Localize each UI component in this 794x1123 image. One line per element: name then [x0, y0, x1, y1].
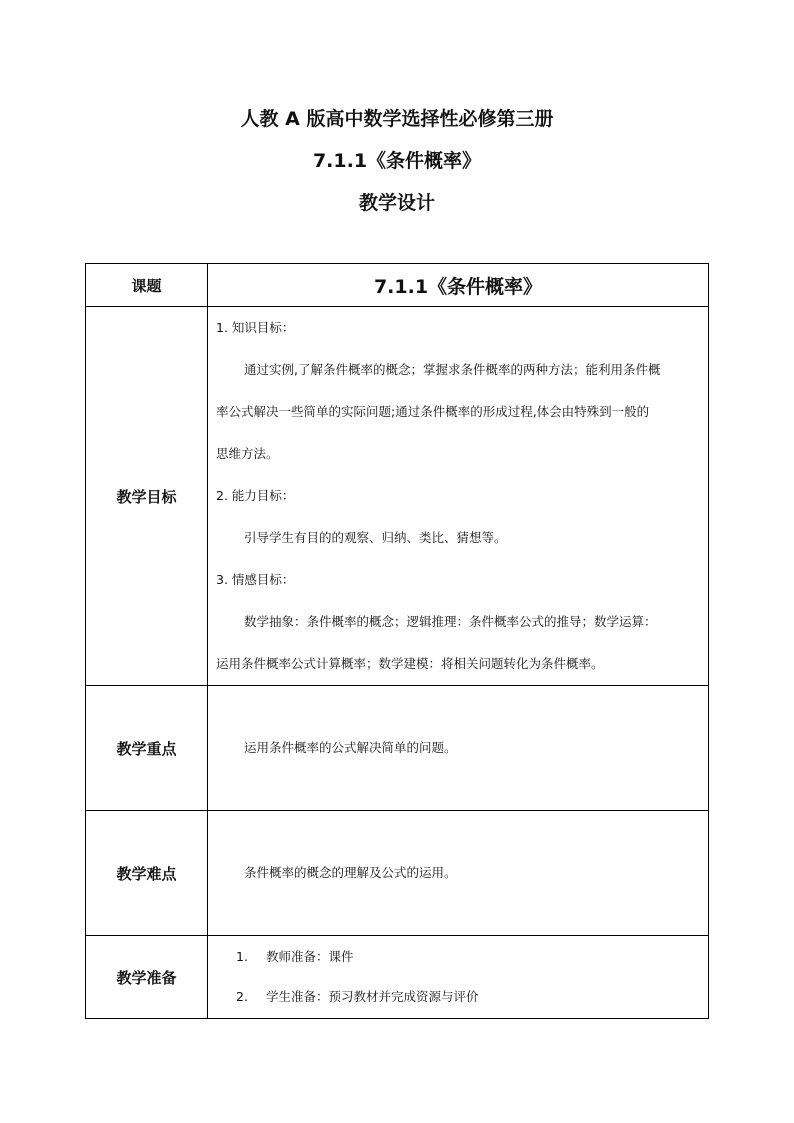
key-points-text: 运用条件概率的公式解决简单的问题。 — [244, 740, 457, 755]
difficulties-content — [208, 811, 709, 936]
table-row-key-points — [86, 686, 709, 811]
objectives-label: 教学目标 — [86, 307, 208, 686]
list-item-number: 2. — [236, 989, 248, 1004]
list-item-text: 学生准备：预习教材并完成资源与评价 — [266, 989, 479, 1004]
list-item-text: 教师准备：课件 — [266, 949, 354, 964]
preparation-label: 教学准备 — [86, 936, 208, 1019]
ability-text: 引导学生有目的的观察、归纳、类比、猜想等。 — [244, 530, 507, 545]
document-subtitle: 教学设计 — [358, 192, 435, 214]
difficulties-label: 教学难点 — [86, 811, 208, 936]
table-row-objectives — [86, 307, 709, 686]
ability-heading: 2. 能力目标： — [216, 488, 295, 503]
list-item — [208, 977, 708, 1017]
knowledge-text-line: 思维方法。 — [216, 446, 279, 461]
list-item — [208, 937, 708, 977]
table-row-difficulties — [86, 811, 709, 936]
difficulties-text: 条件概率的概念的理解及公式的运用。 — [244, 865, 457, 880]
emotion-text-line: 数学抽象：条件概率的概念；逻辑推理：条件概率公式的推导；数学运算： — [244, 614, 657, 629]
lesson-title: 7.1.1《条件概率》 — [312, 150, 482, 172]
knowledge-text-line: 率公式解决一些简单的实际问题;通过条件概率的形成过程,体会由特殊到一般的 — [216, 404, 650, 419]
document-title: 人教 A 版高中数学选择性必修第三册 — [240, 108, 554, 130]
key-points-label: 教学重点 — [86, 686, 208, 811]
objectives-content — [208, 307, 709, 686]
topic-label: 课题 — [86, 264, 208, 307]
emotion-text-line: 运用条件概率公式计算概率；数学建模：将相关问题转化为条件概率。 — [216, 656, 604, 671]
preparation-content — [208, 936, 709, 1019]
lesson-plan-table — [85, 263, 709, 1019]
emotion-heading: 3. 情感目标： — [216, 572, 295, 587]
knowledge-text-line: 通过实例,了解条件概率的概念；掌握求条件概率的两种方法；能利用条件概 — [244, 362, 661, 377]
table-row-topic — [86, 264, 709, 307]
topic-value: 7.1.1《条件概率》 — [208, 264, 709, 307]
list-item-number: 1. — [236, 949, 248, 964]
table-row-preparation — [86, 936, 709, 1019]
key-points-content — [208, 686, 709, 811]
knowledge-heading: 1. 知识目标： — [216, 320, 295, 335]
